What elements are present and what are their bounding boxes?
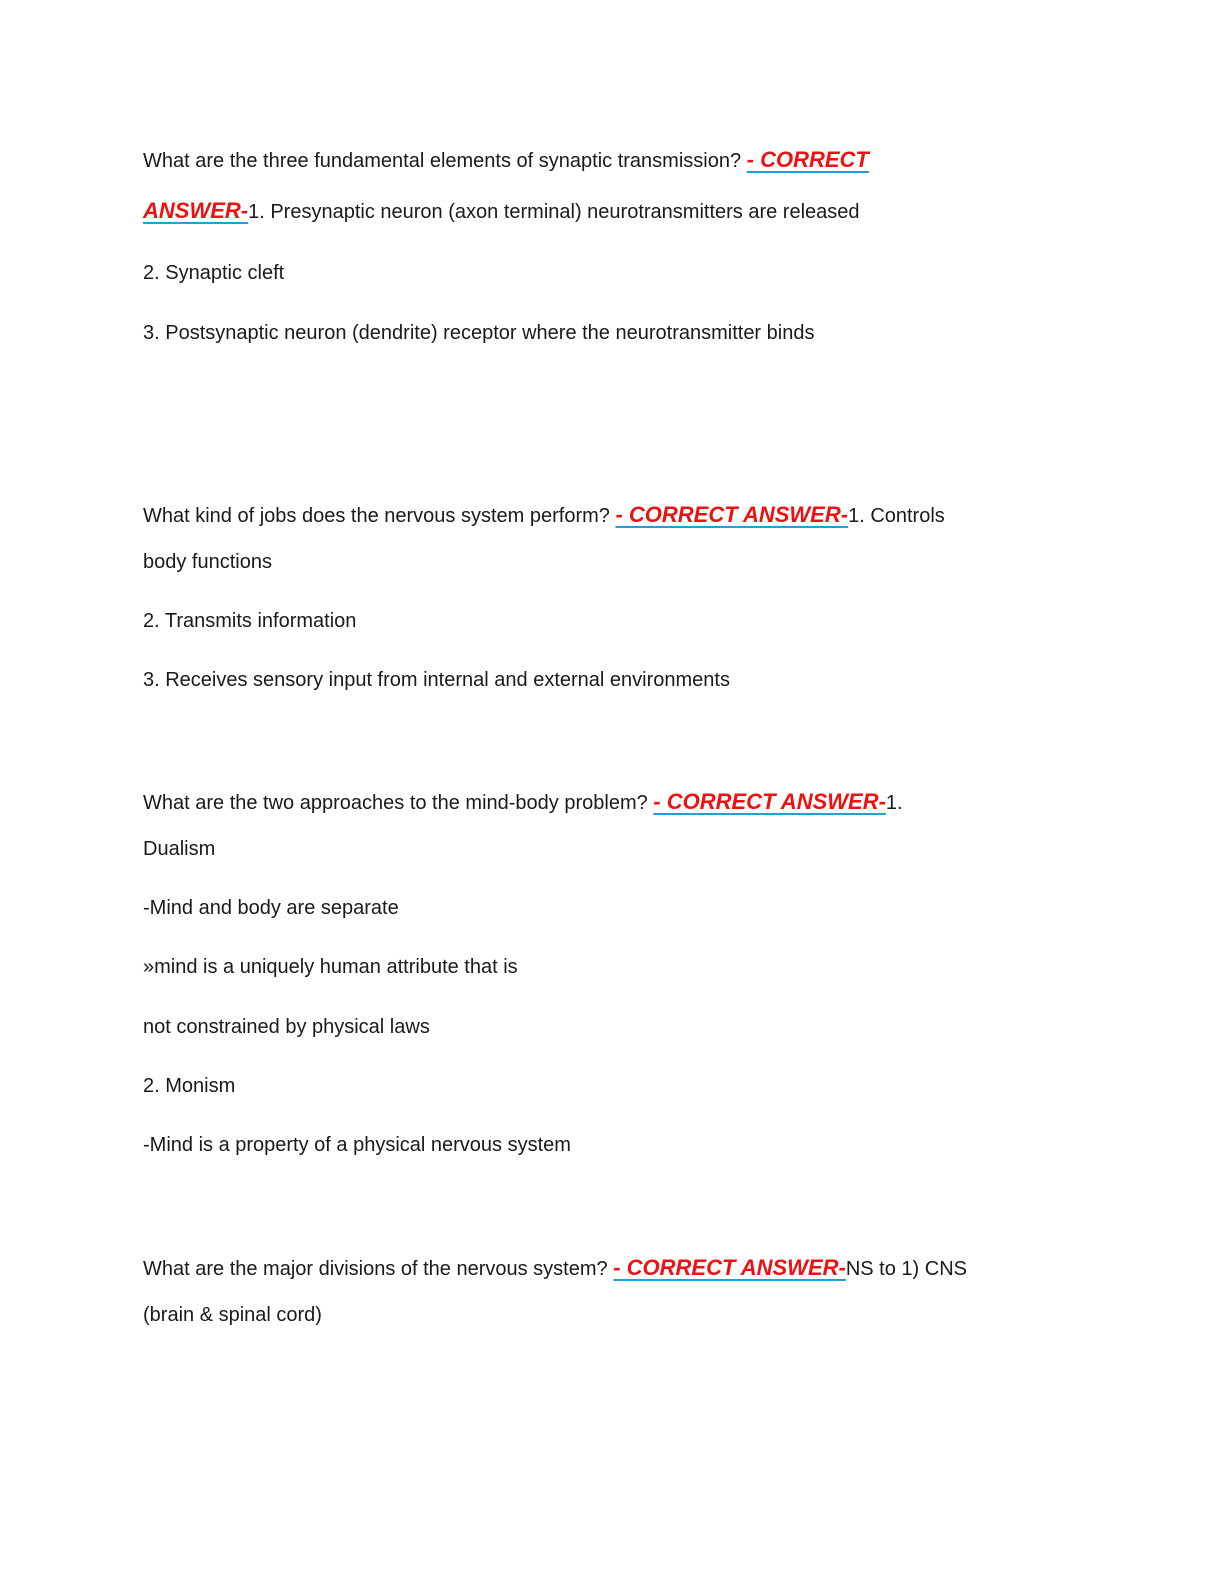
q2-answer-line3: 3. Receives sensory input from internal and external environments [143,669,730,691]
q4-answer-line1: (brain & spinal cord) [143,1304,322,1326]
q3-question: What are the two approaches to the mind-body problem? [143,792,654,814]
q3-answer-line3: »mind is a uniquely human attribute that is [143,956,518,978]
q2-answer-line1: body functions [143,551,272,573]
q4-answer-tag: - CORRECT ANSWER- [613,1255,846,1280]
q3-answer-tag: - CORRECT ANSWER- [653,789,886,814]
q3-question-line [143,790,903,815]
q2-answer-line2: 2. Transmits information [143,610,357,632]
q3-answer-start: 1. [885,792,903,814]
q3-answer-line5: 2. Monism [143,1075,236,1097]
q3-answer-line2: -Mind and body are separate [143,897,399,919]
q2-question: What kind of jobs does the nervous system perform? [143,505,616,527]
q2-answer-start: 1. Controls [848,505,945,527]
q4-question: What are the major divisions of the nervous system? [143,1258,614,1280]
q3-answer-line4: not constrained by physical laws [143,1016,430,1038]
q4-answer-start: NS to 1) CNS [845,1258,967,1280]
q1-question: What are the three fundamental elements of synaptic transmission? [143,150,747,172]
q3-answer-line6: -Mind is a property of a physical nervous system [143,1134,571,1156]
q2-answer-tag: - CORRECT ANSWER- [615,502,849,527]
q2-question-line [143,503,945,528]
q3-answer-line1: Dualism [143,838,216,860]
q1-answer-tag-part2: ANSWER- [143,198,249,223]
q1-answer-line3: 3. Postsynaptic neuron (dendrite) receptor where the neurotransmitter binds [143,322,815,344]
q1-answer-tag-part1: - CORRECT [746,147,869,172]
q1-answer-line1 [143,199,860,224]
q4-question-line [143,1256,967,1281]
q1-answer-text1: 1. Presynaptic neuron (axon terminal) neurotransmitters are released [248,201,860,223]
q1-question-line [143,148,869,173]
q1-answer-line2: 2. Synaptic cleft [143,262,285,284]
